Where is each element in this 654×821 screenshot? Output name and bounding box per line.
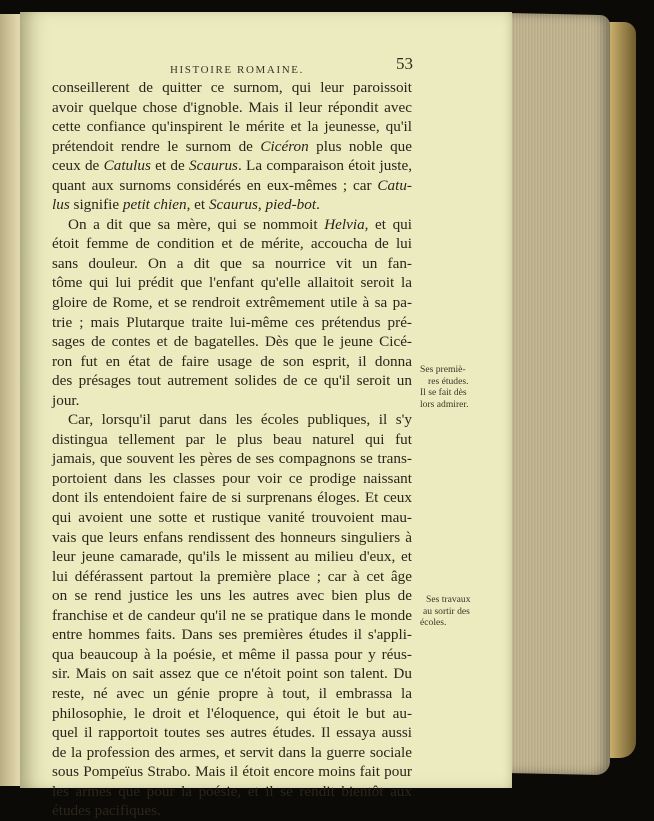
page-header [20,52,512,78]
text-line: jamais, que souvent les pères de ses compagnons se trans- [52,450,412,468]
text-line: des présages tout autrement solides de ce qu'il seroit un [52,372,412,390]
text-line: Car, lorsqu'il parut dans les écoles publiques, il s'y [68,411,412,429]
page-block-edges [498,13,610,775]
margin-note-line: lors admirer. [420,398,469,410]
text-line: quel il rapportoit toutes ses autres études. Il essaya aussi [52,724,412,742]
text-line: reste, né avec un génie propre à tout, il embrassa la [52,684,412,702]
margin-note-line: Il se fait dès [420,387,467,399]
margin-note-line: au sortir des [423,605,470,617]
text-line: les armes que pour la poésie, et il se rendit bientôt aux [52,782,412,800]
text-line: sages de contes et de bagatelles. Dès que le jeune Cicé- [52,333,412,351]
text-line: dont ils entendoient faire de si surprenans éloges. Et ceux [52,489,412,507]
text-line: entre hommes faits. Dans ses premières études il s'appli- [52,626,412,644]
margin-note-line: Ses travaux [426,594,471,605]
text-line: On a dit que sa mère, qui se nommoit Helvia, et qui [68,215,412,233]
running-title: HISTOIRE ROMAINE. [170,64,304,76]
text-line: sans douleur. On a dit que sa nourrice vit un fan- [52,254,412,272]
text-line: distingua tellement par le plus beau naturel qui fut [52,430,412,448]
book-page [20,12,512,820]
text-line: ceux de Catulus et de Scaurus. La comparaison étoit juste, [52,157,413,175]
margin-note-later-work [420,594,471,629]
text-line: gloire de Rome, et se rendroit extrêmement utile à sa pa- [52,294,412,312]
text-line: qua beaucoup à la poésie, et même il passa pour y réus- [52,645,412,663]
text-line: conseillerent de quitter ce surnom, qui leur paroissoit [52,79,412,96]
text-line: trie ; mais Plutarque traite lui-même ces prétendus pré- [52,313,412,331]
margin-note-line: écoles. [420,617,447,629]
text-line: de la profession des armes, et servit dans la guerre sociale [52,743,412,761]
text-line: sous Pompeïus Strabo. Mais il étoit encore moins fait pour [52,763,412,781]
text-line: prétendoit rendre le surnom de Cicéron plus noble que [52,137,412,155]
text-line: études pacifiques. [52,802,161,820]
text-line: avoir quelque chose d'ignoble. Mais il leur répondit avec [52,98,412,116]
text-line: jour. [52,391,80,409]
text-line: vais que leurs enfans rendissent des honneurs singuliers à [52,528,412,546]
text-line: portoient dans les classes pour voir ce prodige naissant [52,469,412,487]
body-text [52,78,412,821]
page-number: 53 [396,54,413,73]
text-line: leur jeune camarade, qu'ils le missent au milieu d'eux, et [52,548,412,566]
text-line: ron fut en état de faire usage de son esprit, il donna [52,352,412,370]
margin-note-line: res études. [428,375,469,387]
text-line: qui avoient une sotte et rustique vanité trouvoient mau- [52,509,412,527]
text-line: cette confiance qu'inspirent le mérite et la jeunesse, qu'il [52,118,412,136]
text-line: quant aux surnoms considérés en eux-mêmes ; car Catu- [52,176,412,194]
text-line: sir. Mais on sait assez que ce n'étoit point son talent. Du [52,665,412,683]
text-line: lui déférassent partout la première place ; car à cet âge [52,567,412,585]
text-line: on se rend justice les uns les autres avec bien plus de [52,587,412,605]
text-line: lus signifie petit chien, et Scaurus, pied-bot. [52,196,320,214]
text-line: tôme qui lui prédit que l'enfant qu'elle allaitoit seroit la [52,274,412,292]
text-line: étoit femme de condition et de mérite, accoucha de lui [52,235,412,253]
text-line: philosophie, le droit et l'éloquence, qui étoit le but au- [52,704,412,722]
margin-note-early-studies [420,364,469,410]
margin-note-line: Ses premiè- [420,364,466,375]
text-line: franchise et de candeur qu'il ne se pratique dans le monde [52,606,412,624]
